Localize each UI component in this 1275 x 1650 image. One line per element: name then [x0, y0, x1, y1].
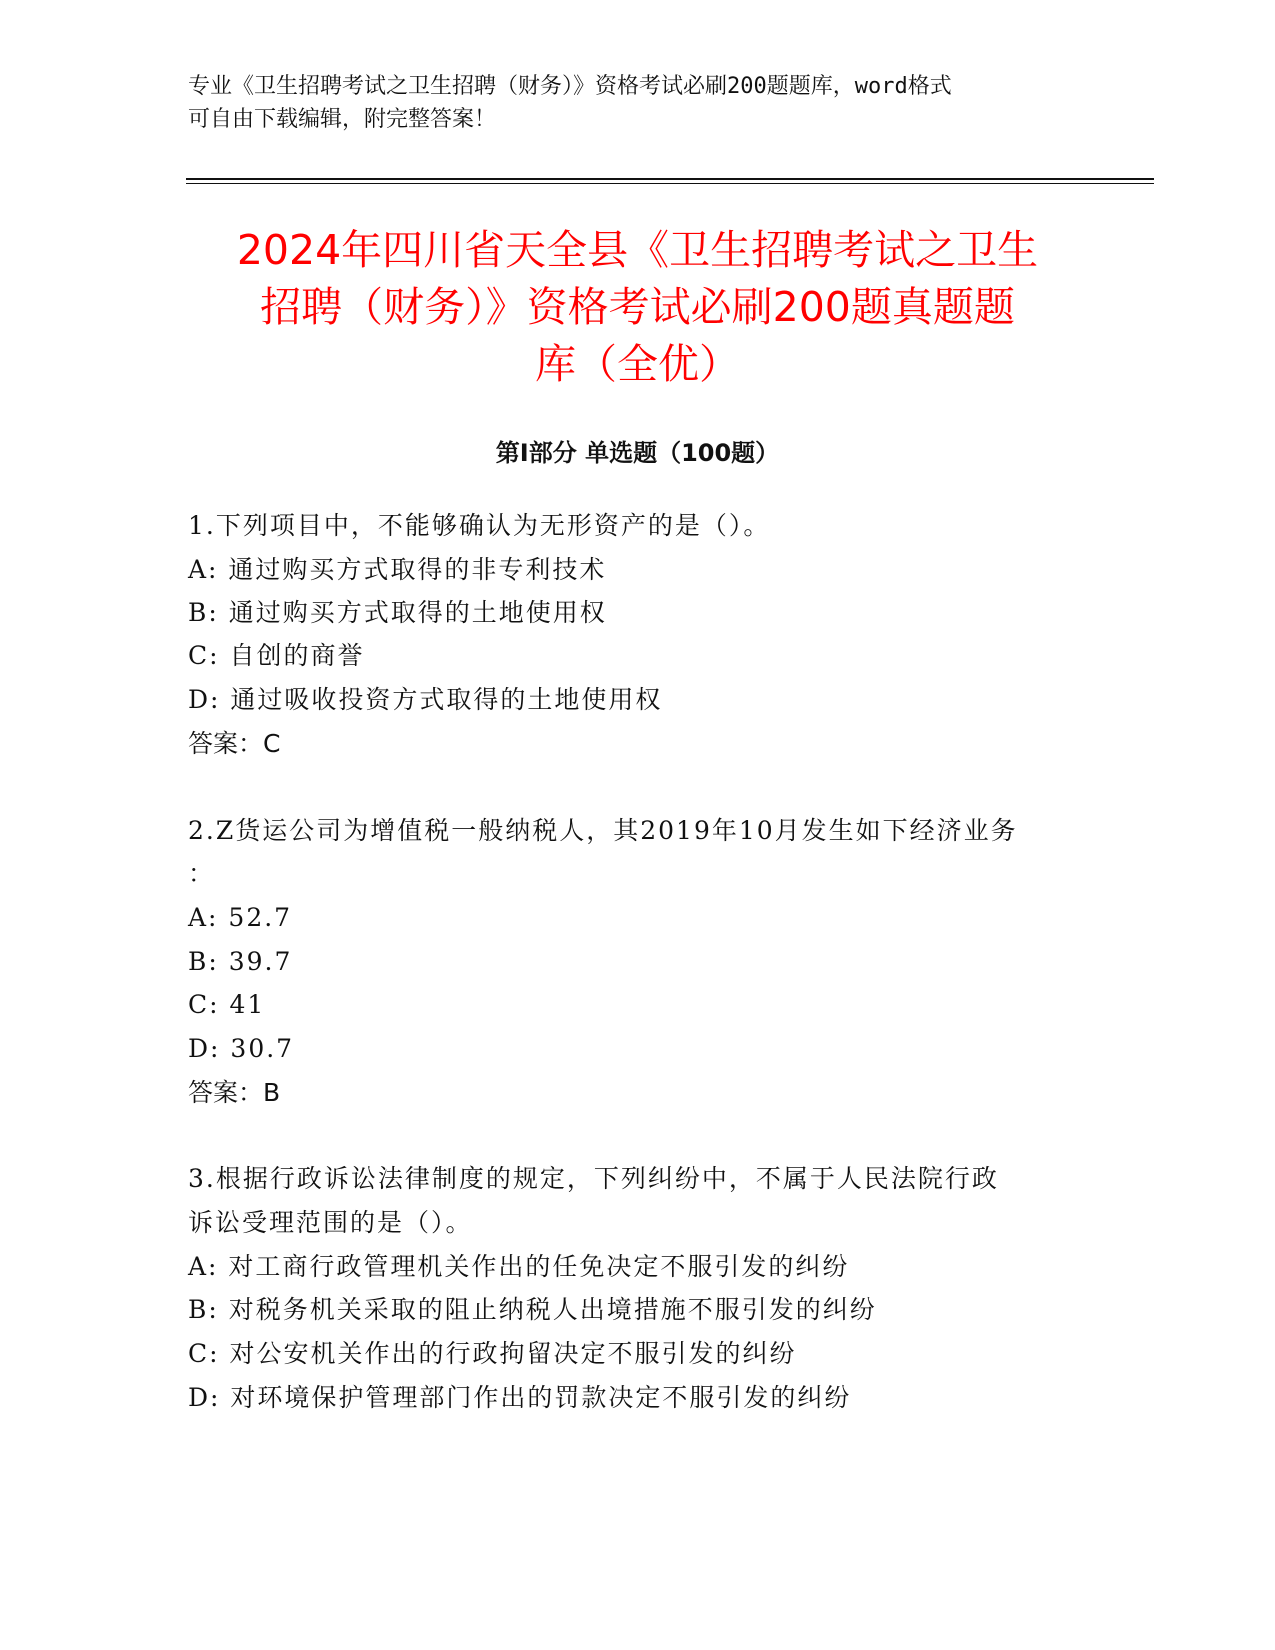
question-3-stem-line2: 诉讼受理范围的是（）。 [188, 1208, 473, 1237]
question-1-option-c: C: 自创的商誉 [188, 641, 365, 670]
question-3-option-c: C: 对公安机关作出的行政拘留决定不服引发的纠纷 [188, 1339, 797, 1368]
title-line1: 2024年四川省天全县《卫生招聘考试之卫生 [236, 226, 1039, 274]
document-title [160, 222, 1115, 393]
question-1-answer: 答案：C [188, 729, 281, 758]
question-3-option-b: B: 对税务机关采取的阻止纳税人出境措施不服引发的纠纷 [188, 1295, 877, 1324]
question-3-stem-line1: 3.根据行政诉讼法律制度的规定，下列纠纷中，不属于人民法院行政 [188, 1164, 999, 1193]
question-2-option-c: C: 41 [188, 990, 266, 1019]
question-2-option-d: D: 30.7 [188, 1034, 295, 1063]
question-3-option-a: A: 对工商行政管理机关作出的任免决定不服引发的纠纷 [188, 1252, 850, 1281]
question-3-option-d: D: 对环境保护管理部门作出的罚款决定不服引发的纠纷 [188, 1383, 852, 1412]
header-note-line2: 可自由下载编辑，附完整答案！ [188, 107, 497, 132]
question-1-stem: 1.下列项目中，不能够确认为无形资产的是（）。 [188, 511, 771, 540]
header-note [188, 70, 1088, 136]
question-2-option-a: A: 52.7 [188, 903, 293, 932]
section-heading: 第Ⅰ部分 单选题（100题） [495, 439, 780, 467]
question-1-option-a: A: 通过购买方式取得的非专利技术 [188, 555, 607, 584]
question-1-option-d: D: 通过吸收投资方式取得的土地使用权 [188, 685, 663, 714]
header-divider-thick [186, 178, 1154, 180]
question-2-answer: 答案：B [188, 1078, 281, 1107]
question-1-option-b: B: 通过购买方式取得的土地使用权 [188, 598, 607, 627]
title-line3: 库（全优） [535, 340, 740, 388]
question-2-stem-line1: 2.Z货运公司为增值税一般纳税人，其2019年10月发生如下经济业务 [188, 816, 1018, 845]
question-2-stem-line2: ： [188, 859, 216, 888]
question-2-option-b: B: 39.7 [188, 947, 293, 976]
title-line2: 招聘（财务）》资格考试必刷200题真题题 [260, 283, 1015, 331]
header-note-line1: 专业《卫生招聘考试之卫生招聘（财务）》资格考试必刷200题题库，word格式 [188, 74, 952, 99]
header-divider-thin [186, 183, 1154, 184]
